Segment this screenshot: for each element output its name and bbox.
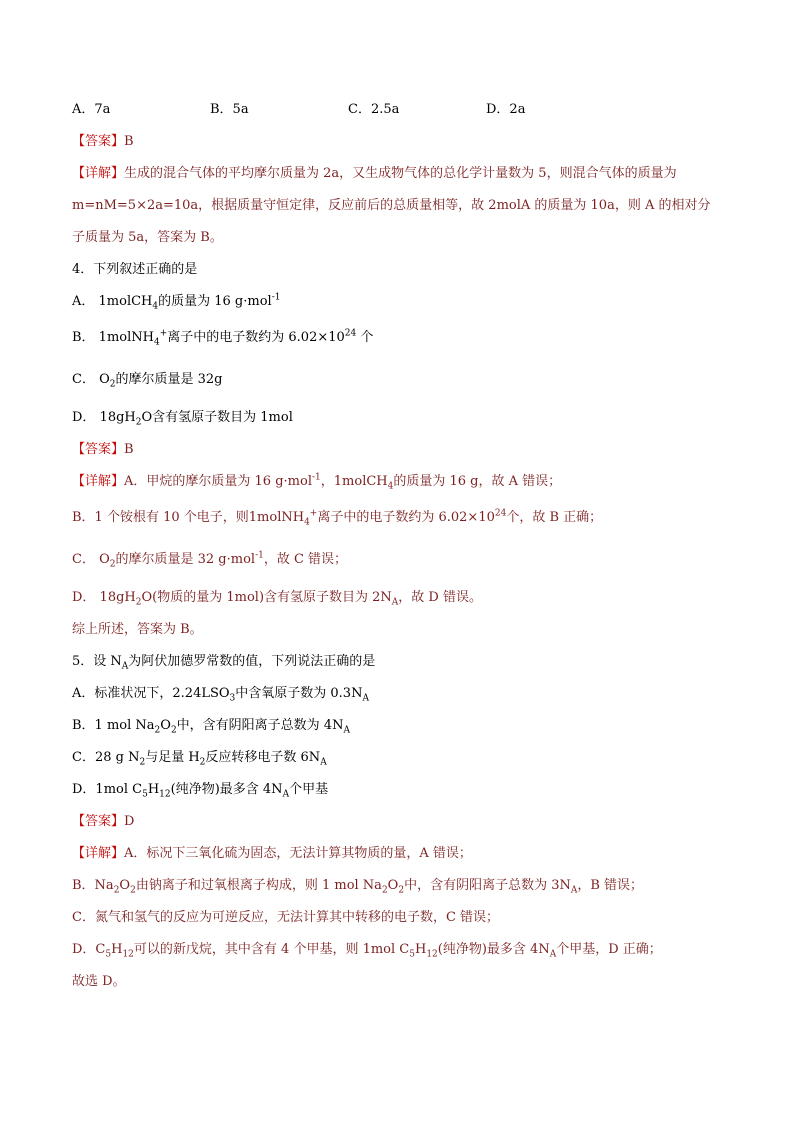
- detail-tag: 【详解】: [72, 846, 125, 861]
- answer-value: D: [124, 814, 135, 829]
- q4-stem: 4．下列叙述正确的是: [72, 262, 198, 277]
- q3-detail-line-3: 子质量为 5a，答案为 B。: [72, 230, 223, 245]
- q5-detail-c: C．氮气和氢气的反应为可逆反应，无法计算其中转移的电子数，C 错误；: [72, 910, 500, 925]
- answer-tag: 【答案】: [72, 442, 125, 457]
- q5-detail-a: 【详解】A．标况下三氧化硫为固态，无法计算其物质的量，A 错误；: [72, 846, 472, 861]
- q5-stem: 5．设 $N_A$为阿伏加德罗常数的值，下列说法正确的是: [72, 654, 376, 672]
- answer-value: B: [124, 134, 134, 149]
- q4-summary: 综上所述，答案为 B。: [72, 622, 203, 637]
- answer-value: B: [124, 442, 134, 457]
- q4-option-b: B． 1molNH$_4$+离子中的电子数约为 $6.02\times 10^{24}$ 个: [72, 328, 374, 348]
- answer-tag: 【答案】: [72, 134, 125, 149]
- q4-option-a: A． 1molCH$_4$的质量为 16 g·mol$^{-1}$: [72, 292, 281, 312]
- q5-option-a: A．标准状况下，$2.24LSO_3$中含氧原子数为 $0.3N_A$: [72, 686, 369, 704]
- answer-tag: 【答案】: [72, 814, 125, 829]
- q3-detail-line-2: m=nM=5×2a=10a，根据质量守恒定律，反应前后的总质量相等，故 2molA 的质量为 10a，则 A 的相对分: [72, 198, 711, 213]
- q3-option-b: B．5a: [210, 102, 249, 117]
- q4-detail-b: B．1 个铵根有 10 个电子，则1molNH$_4$+离子中的电子数约为 $6.02\times 10^{24}$个，故 B 正确；: [72, 508, 603, 528]
- q5-detail-b: B．$Na_2O_2$由钠离子和过氧根离子构成，则 1 mol $Na_2O_2$中，含有阴阳离子总数为 $3N_A$，B 错误；: [72, 878, 644, 896]
- q5-answer: [72, 812, 134, 832]
- q3-answer: [72, 132, 134, 152]
- q4-option-d: D． $18gH_2O$含有氢原子数目为 1mol: [72, 410, 293, 428]
- q3-detail-line-1: 【详解】生成的混合气体的平均摩尔质量为 2a，又生成物气体的总化学计量数为 5，则混合气体的质量为: [72, 166, 677, 181]
- q3-option-a: A．7a: [72, 102, 111, 117]
- q5-conclusion: 故选 D。: [72, 974, 126, 989]
- q3-option-c: C．2.5a: [348, 102, 400, 117]
- q4-detail-c: C． $O_2$的摩尔质量是 32 g·mol$^{-1}$，故 C 错误；: [72, 550, 348, 570]
- q4-detail-d: D． $18gH_2O$(物质的量为 1mol)含有氢原子数目为 $2N_A$，故 D 错误。: [72, 590, 482, 608]
- q5-option-d: D．1mol $C_5H_{12}$(纯净物)最多含 $4N_A$个甲基: [72, 782, 329, 800]
- q5-option-c: C．28 g $N_2$与足量 $H_2$反应转移电子数 $6N_A$: [72, 750, 327, 768]
- q4-answer: [72, 440, 134, 460]
- q5-option-b: B．1 mol $Na_2O_2$中，含有阴阳离子总数为 $4N_A$: [72, 718, 350, 736]
- q3-option-d: D．2a: [486, 102, 526, 117]
- detail-tag: 【详解】: [72, 166, 125, 181]
- q5-detail-d: D．$C_5H_{12}$可以的新戊烷，其中含有 4 个甲基，则 1mol $C_5H_{12}$(纯净物)最多含 $4N_A$个甲基，D 正确；: [72, 942, 662, 960]
- q4-option-c: C． $O_2$的摩尔质量是 32g: [72, 372, 223, 390]
- q4-detail-a: 【详解】A．甲烷的摩尔质量为 16 g·mol$^{-1}$，1molCH$_4$的质量为 16 g，故 A 错误；: [72, 472, 562, 492]
- detail-tag: 【详解】: [72, 474, 125, 489]
- q3-options: [72, 100, 732, 120]
